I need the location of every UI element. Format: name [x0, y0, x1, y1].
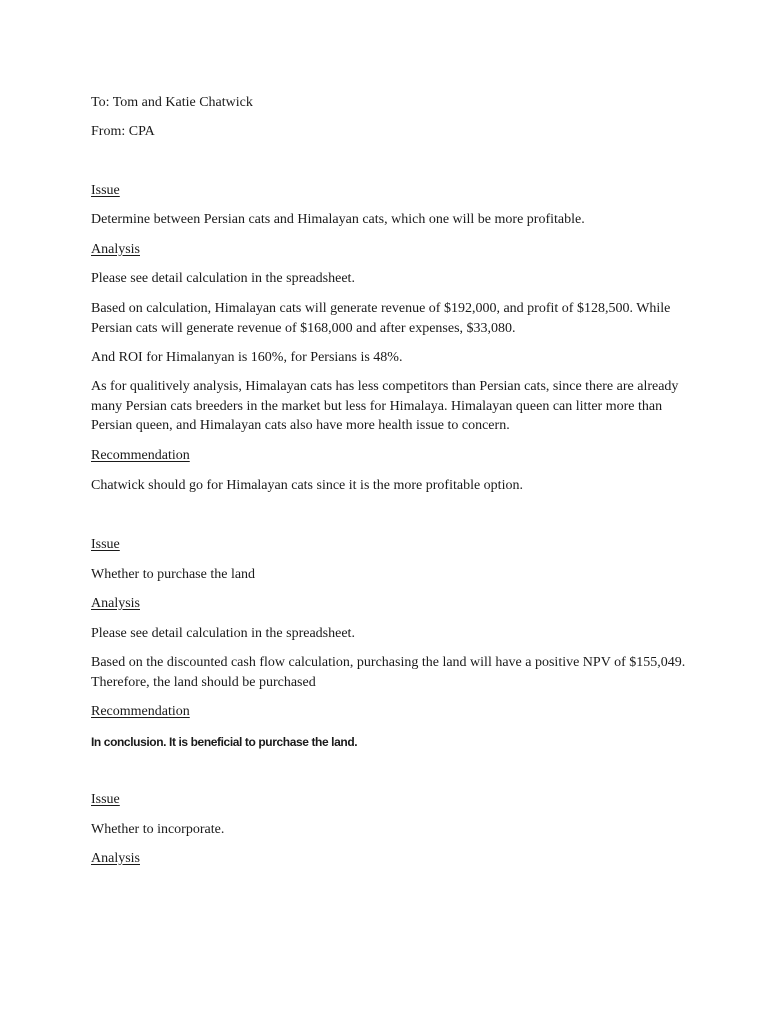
analysis-paragraph: As for qualitively analysis, Himalayan cats has less competitors than Persian cats, since there are already many Persian cats breeders in the market but less for Himalaya. Himalayan queen can litter more than Persian queen, and Himalayan cats also have more health issue to concern.: [91, 379, 679, 433]
issue-text: Whether to purchase the land: [91, 567, 256, 582]
analysis-paragraph: Please see detail calculation in the spreadsheet.: [91, 626, 355, 641]
recommendation-text: Chatwick should go for Himalayan cats since it is the more profitable option.: [91, 478, 523, 493]
recommendation-heading: Recommendation: [91, 704, 190, 719]
recommendation-text: In conclusion. It is beneficial to purchase the land.: [91, 735, 358, 749]
analysis-paragraph: And ROI for Himalanyan is 160%, for Persians is 48%.: [91, 350, 403, 365]
analysis-heading: Analysis: [91, 596, 140, 611]
analysis-paragraph: Based on the discounted cash flow calculation, purchasing the land will have a positive NPV of $155,049. Therefore, the land should be purchased: [91, 655, 686, 690]
analysis-heading: Analysis: [91, 242, 140, 257]
recommendation-heading: Recommendation: [91, 448, 190, 463]
issue-text: Whether to incorporate.: [91, 822, 225, 837]
issue-heading: Issue: [91, 792, 120, 807]
memo-from: From: CPA: [91, 124, 155, 139]
memo-to: To: Tom and Katie Chatwick: [91, 95, 253, 110]
issue-heading: Issue: [91, 183, 120, 198]
analysis-paragraph: Based on calculation, Himalayan cats will generate revenue of $192,000, and profit of $128,500. While Persian cats will generate revenue of $168,000 and after expenses, $33,080.: [91, 301, 671, 336]
issue-heading: Issue: [91, 537, 120, 552]
issue-text: Determine between Persian cats and Himalayan cats, which one will be more profitable.: [91, 212, 585, 227]
analysis-paragraph: Please see detail calculation in the spreadsheet.: [91, 271, 355, 286]
analysis-heading: Analysis: [91, 851, 140, 866]
